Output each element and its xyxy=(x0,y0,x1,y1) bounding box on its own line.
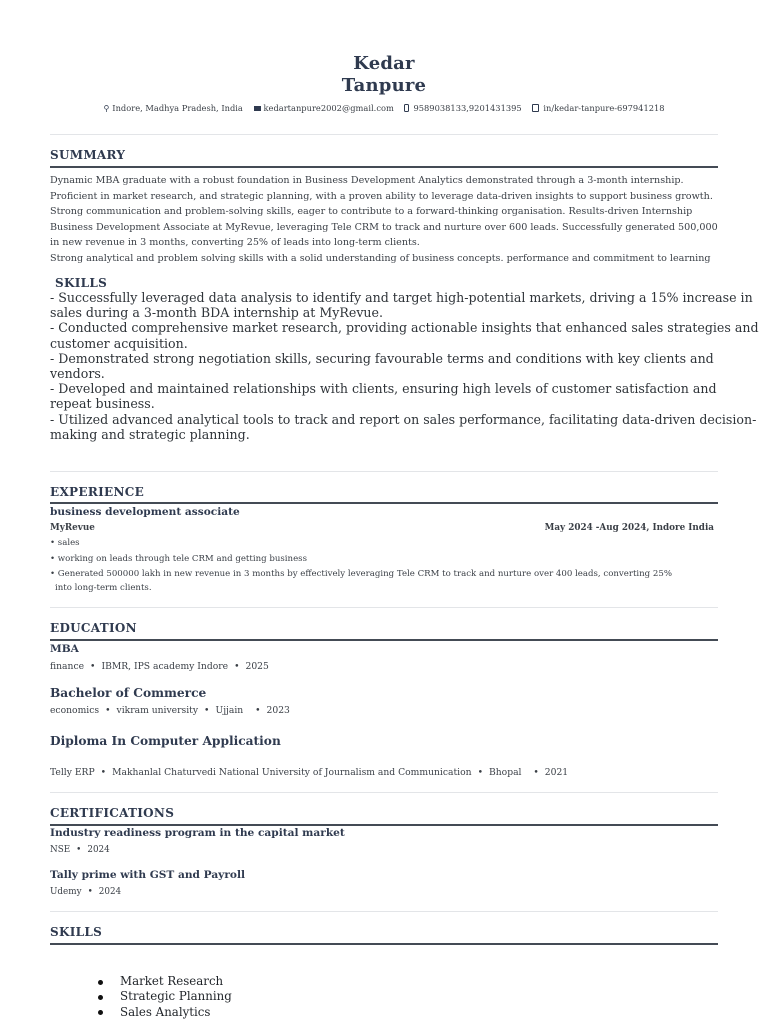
education-heading: EDUCATION xyxy=(50,621,137,635)
certification-title: Tally prime with GST and Payroll xyxy=(50,869,246,881)
list-item: Sales Analytics xyxy=(98,1005,232,1020)
certification-title: Industry readiness program in the capital market xyxy=(50,827,345,839)
education-meta: finance • IBMR, IPS academy Indore • 2025 xyxy=(50,661,269,672)
skill-line: repeat business. xyxy=(50,396,155,412)
skill-line: - Utilized advanced analytical tools to track and report on sales performance, facilitating data-driven decision- xyxy=(50,411,757,427)
first-name: Kedar xyxy=(353,53,415,74)
degree-title: Diploma In Computer Application xyxy=(50,734,281,748)
divider xyxy=(50,911,718,912)
phone-icon xyxy=(404,104,409,112)
email-icon xyxy=(254,106,261,111)
skill-line: making and strategic planning. xyxy=(50,426,250,442)
skill-line: - Demonstrated strong negotiation skills, securing favourable terms and conditions with key clients and xyxy=(50,350,714,366)
job-dates: May 2024 -Aug 2024, Indore India xyxy=(544,523,714,533)
summary-line: Strong analytical and problem solving skills with a solid understanding of business concepts. performance and commitment to learning xyxy=(50,252,711,264)
experience-bullet: • working on leads through tele CRM and getting business xyxy=(50,554,307,564)
job-title: business development associate xyxy=(50,506,240,518)
education-meta: Telly ERP • Makhanlal Chaturvedi National University of Journalism and Communication • Bhopal • 2021 xyxy=(50,767,569,778)
divider xyxy=(50,471,718,472)
summary-rule xyxy=(50,166,718,168)
education-meta: economics • vikram university • Ujjain • 2023 xyxy=(50,705,290,716)
experience-rule xyxy=(50,502,718,504)
education-rule xyxy=(50,639,718,641)
skill-line: - Successfully leveraged data analysis to identify and target high-potential markets, driving a 15% increase in xyxy=(50,290,753,305)
summary-line: in new revenue in 3 months, converting 25% of leads into long-term clients. xyxy=(50,237,420,248)
certification-meta: NSE • 2024 xyxy=(50,845,110,855)
experience-bullet: • sales xyxy=(50,538,80,548)
summary-line: Dynamic MBA graduate with a robust foundation in Business Development Analytics demonstrated through a 3-month internship. xyxy=(50,175,684,186)
skill-line: - Conducted comprehensive market research, providing actionable insights that enhanced sales strategies and xyxy=(50,320,759,336)
skill-line: vendors. xyxy=(50,366,105,381)
contact-phone: 9589038133,9201431395 xyxy=(404,103,521,113)
divider xyxy=(50,134,718,135)
divider xyxy=(50,792,718,793)
summary-line: Business Development Associate at MyRevue, leveraging Tele CRM to track and nurture over 600 leads. Successfully generated 500,000 xyxy=(50,221,718,233)
degree-title: Bachelor of Commerce xyxy=(50,686,207,700)
list-item: Strategic Planning xyxy=(98,989,232,1004)
certifications-heading: CERTIFICATIONS xyxy=(50,806,175,820)
location-pin-icon: ⚲ xyxy=(103,104,110,113)
skills-rule xyxy=(50,943,718,945)
experience-bullet: into long-term clients. xyxy=(55,583,152,593)
summary-line: Strong communication and problem-solving skills, eager to contribute to a forward-thinking organisation. Results-driven Internship xyxy=(50,206,693,217)
degree-title: MBA xyxy=(50,643,79,655)
contact-bar xyxy=(0,103,768,113)
experience-heading: EXPERIENCE xyxy=(50,485,145,499)
summary-skills-heading: SKILLS xyxy=(55,276,108,290)
last-name: Tanpure xyxy=(341,75,427,96)
certification-meta: Udemy • 2024 xyxy=(50,887,122,897)
skills-heading: SKILLS xyxy=(50,925,103,939)
list-item: Market Research xyxy=(98,974,232,989)
skills-list xyxy=(98,974,232,1020)
contact-linkedin[interactable]: in/kedar-tanpure-697941218 xyxy=(532,103,664,113)
divider xyxy=(50,607,718,608)
skill-line: - Developed and maintained relationships with clients, ensuring high levels of customer satisfaction and xyxy=(50,381,717,397)
experience-bullet: • Generated 500000 lakh in new revenue in 3 months by effectively leveraging Tele CRM to track and nurture over 400 leads, converting 25% xyxy=(50,569,673,579)
certifications-rule xyxy=(50,824,718,826)
summary-line: Proficient in market research, and strategic planning, with a proven ability to leverage data-driven insights to support business growth. xyxy=(50,190,713,202)
contact-location: ⚲ Indore, Madhya Pradesh, India xyxy=(103,103,243,113)
contact-email[interactable]: kedartanpure2002@gmail.com xyxy=(254,103,394,113)
skill-line: customer acquisition. xyxy=(50,335,188,351)
company-name: MyRevue xyxy=(50,523,95,533)
skill-line: sales during a 3-month BDA internship at MyRevue. xyxy=(50,305,384,321)
summary-heading: SUMMARY xyxy=(50,148,126,162)
linkedin-icon xyxy=(532,104,539,112)
